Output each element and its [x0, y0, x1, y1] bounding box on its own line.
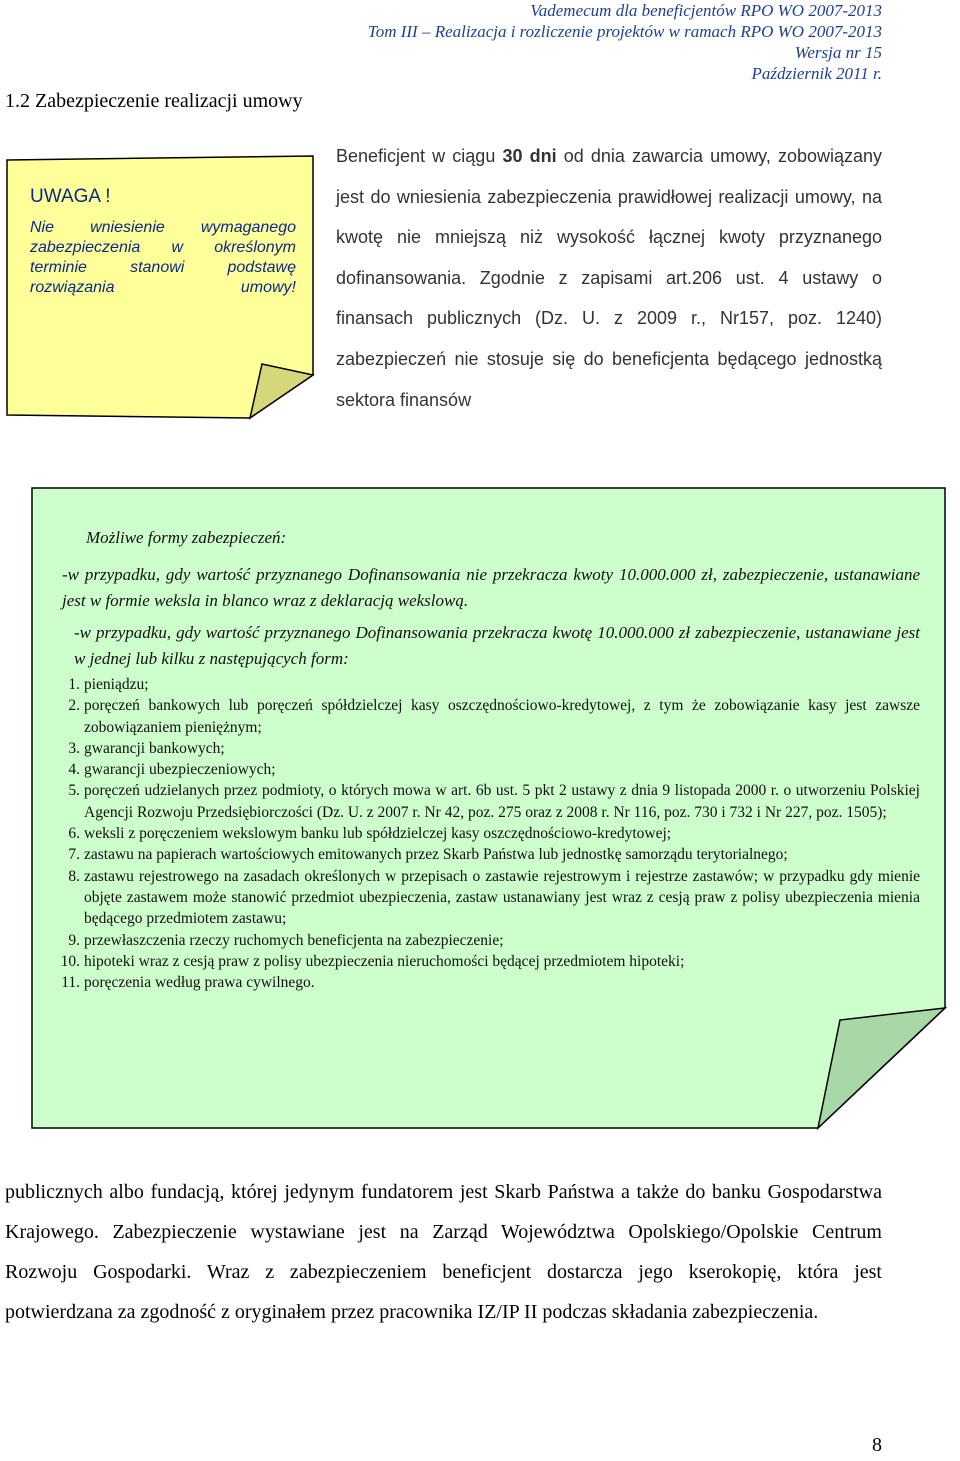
- list-item-number: 3.: [68, 739, 80, 757]
- note-title: UWAGA !: [30, 186, 111, 207]
- list-item-text: gwarancji ubezpieczeniowych;: [84, 761, 276, 779]
- list-item: [62, 866, 920, 930]
- forms-box: [62, 528, 920, 993]
- list-item-number: 8.: [68, 867, 80, 885]
- list-item-number: 9.: [68, 931, 80, 949]
- forms-list: [62, 674, 920, 993]
- list-item-number: 1.: [68, 676, 80, 693]
- header-line-1: Vademecum dla beneficjentów RPO WO 2007-2013: [530, 1, 882, 20]
- list-item-text: przewłaszczenia rzeczy ruchomych beneficjenta na zabezpieczenie;: [84, 931, 504, 949]
- document-header: [368, 0, 882, 84]
- header-line-2: Tom III – Realizacja i rozliczenie projektów w ramach RPO WO 2007-2013: [367, 22, 882, 41]
- warning-note: [30, 186, 296, 298]
- list-item-text: weksli z poręczeniem wekslowym banku lub spółdzielczej kasy oszczędnościowo-kredytowej;: [84, 825, 672, 843]
- list-item-number: 7.: [68, 846, 80, 864]
- list-item: [62, 951, 920, 972]
- list-item-text: zastawu rejestrowego na zasadach określonych w przepisach o zastawie rejestrowym i rejestrze zastawów; w przypadku gdy mienie objęte zastawem może stanowić przedmiot ubezpieczenia, zastaw ustanawiany jest wraz z cesją praw z polisy ubezpieczenia mienia będącego przedmiotem zastawu;: [84, 867, 920, 928]
- closing-paragraph: publicznych albo fundacją, której jedynym fundatorem jest Skarb Państwa a także do banku Gospodarstwa Krajowego. Zabezpieczenie wystawiane jest na Zarząd Województwa Opolskiego/Opolskie Centrum Rozwoju Gospodarki. Wraz z zabezpieczeniem beneficjent dostarcza jego kserokopię, która jest potwierdzana za zgodność z oryginałem przez pracownika IZ/IP II podczas składania zabezpieczenia.: [5, 1181, 882, 1323]
- list-item-number: 5.: [68, 782, 80, 800]
- intro-deadline: 30 dni: [502, 146, 557, 166]
- list-item: [62, 972, 920, 993]
- forms-title: Możliwe formy zabezpieczeń:: [86, 528, 287, 547]
- intro-paragraph: [336, 136, 882, 420]
- list-item-text: poręczenia według prawa cywilnego.: [84, 974, 315, 992]
- list-item: [62, 844, 920, 865]
- list-item-number: 11.: [61, 974, 80, 992]
- list-item-text: poręczeń bankowych lub poręczeń spółdzielczej kasy oszczędnościowo-kredytowej, z tym że zobowiązanie kasy jest zawsze zobowiązaniem pieniężnym;: [84, 697, 920, 736]
- section-title: 1.2 Zabezpieczenie realizacji umowy: [5, 90, 303, 112]
- page-number: 8: [872, 1434, 882, 1456]
- header-line-3: Wersja nr 15: [794, 43, 882, 62]
- list-item: [62, 759, 920, 780]
- intro-text-1: Beneficjent w ciągu: [336, 146, 503, 166]
- list-item: [62, 930, 920, 951]
- list-item: [62, 780, 920, 823]
- condition-below-limit: -w przypadku, gdy wartość przyznanego Dofinansowania nie przekracza kwoty 10.000.000 zł, zabezpieczenie, ustanawiane jest w formie weksla in blanco wraz z deklaracją wekslową.: [62, 565, 920, 610]
- list-item-text: poręczeń udzielanych przez podmioty, o których mowa w art. 6b ust. 5 pkt 2 ustawy z dnia 9 listopada 2000 r. o utworzeniu Polskiej Agencji Rozwoju Przedsiębiorczości (Dz. U. z 2007 r. Nr 42, poz. 275 oraz z 2008 r. Nr 116, poz. 730 i 732 i Nr 227, poz. 1505);: [84, 782, 920, 821]
- note-body: Nie wniesienie wymaganego zabezpieczenia w określonym terminie stanowi podstawę rozwiązania umowy!: [30, 219, 296, 296]
- condition-above-limit: -w przypadku, gdy wartość przyznanego Dofinansowania przekracza kwotę 10.000.000 zł zabezpieczenie, ustanawiane jest w jednej lub kilku z następujących form:: [74, 623, 920, 668]
- list-item-text: hipoteki wraz z cesją praw z polisy ubezpieczenia nieruchomości będącej przedmiotem hipoteki;: [84, 952, 685, 970]
- intro-text-2: od dnia zawarcia umowy, zobowiązany jest do wniesienia zabezpieczenia prawidłowej realizacji umowy, na kwotę nie mniejszą niż wysokość łącznej kwoty przyznanego dofinansowania. Zgodnie z zapisami art.206 ust. 4 ustawy o finansach publicznych (Dz. U. z 2009 r., Nr157, poz. 1240) zabezpieczeń nie stosuje się do beneficjenta będącego jednostką sektora finansów: [336, 146, 883, 410]
- list-item-text: zastawu na papierach wartościowych emitowanych przez Skarb Państwa lub jednostkę samorządu terytorialnego;: [84, 846, 788, 864]
- list-item-text: gwarancji bankowych;: [84, 739, 225, 757]
- list-item-number: 6.: [68, 825, 80, 843]
- list-item-text: pieniądzu;: [84, 676, 149, 693]
- header-line-4: Październik 2011 r.: [751, 64, 882, 83]
- list-item: [62, 674, 920, 695]
- list-item-number: 10.: [60, 952, 80, 970]
- list-item-number: 2.: [68, 697, 80, 715]
- list-item: [62, 695, 920, 738]
- list-item-number: 4.: [68, 761, 80, 779]
- list-item: [62, 738, 920, 759]
- list-item: [62, 823, 920, 844]
